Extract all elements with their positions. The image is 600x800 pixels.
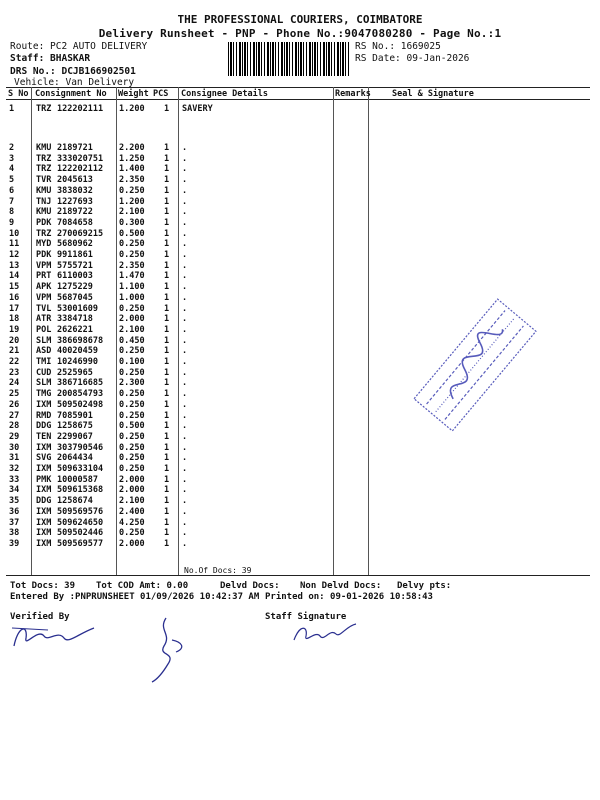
- cell-details: .: [182, 185, 188, 196]
- cell-weight: 2.400: [119, 506, 145, 517]
- cell-num: 509569576: [57, 506, 104, 517]
- cell-pcs: 1: [164, 143, 170, 153]
- cell-details: .: [182, 410, 188, 421]
- cell-details: .: [182, 250, 188, 260]
- cell-num: 509624650: [57, 517, 104, 528]
- cell-pcs: 1: [164, 250, 170, 260]
- cell-num: 1275229: [57, 282, 93, 293]
- cell-code: IXM: [36, 506, 52, 517]
- table-row: [0, 229, 600, 239]
- cell-code: IXM: [36, 464, 52, 474]
- cell-sno: 21: [9, 346, 20, 357]
- cell-details: .: [182, 314, 188, 325]
- cell-pcs: 1: [164, 271, 170, 282]
- cell-pcs: 1: [164, 506, 170, 517]
- cell-sno: 33: [9, 474, 20, 485]
- cell-num: 5755721: [57, 260, 93, 271]
- cell-num: 10246990: [57, 357, 98, 367]
- cell-details: .: [182, 442, 188, 453]
- cell-num: 122202111: [57, 104, 104, 114]
- cell-details: .: [182, 389, 188, 400]
- table-row: [0, 496, 600, 506]
- cell-sno: 18: [9, 314, 20, 325]
- table-row: [0, 143, 600, 153]
- cell-num: 509569577: [57, 538, 104, 549]
- second-signature: [142, 612, 192, 684]
- cell-details: .: [182, 271, 188, 282]
- cell-num: 1258675: [57, 421, 93, 432]
- cell-sno: 27: [9, 410, 20, 421]
- rs-no-label: RS No.: 1669025: [355, 41, 441, 52]
- drs-label: DRS No.: DCJB166902501: [10, 66, 136, 77]
- cell-details: .: [182, 239, 188, 250]
- runsheet-title: Delivery Runsheet - PNP - Phone No.:9047080280 - Page No.:1: [98, 27, 502, 40]
- cell-details: .: [182, 217, 188, 228]
- table-row: [0, 475, 600, 485]
- tot-docs: Tot Docs: 39: [10, 581, 76, 591]
- tot-cod-amt: Tot COD Amt: 0.00: [96, 581, 189, 591]
- entered-by: Entered By :PNPRUNSHEET 01/09/2026 10:42:37 AM: [10, 592, 260, 602]
- cell-num: 5687045: [57, 292, 93, 303]
- cell-num: 2189722: [57, 207, 93, 218]
- cell-details: .: [182, 346, 188, 357]
- cell-details: .: [182, 538, 188, 549]
- cell-sno: 14: [9, 271, 20, 282]
- cell-code: TMI: [36, 357, 52, 367]
- cell-code: KMU: [36, 143, 52, 153]
- cell-weight: 1.200: [119, 196, 145, 207]
- cell-num: 2626221: [57, 324, 93, 335]
- cell-num: 2189721: [57, 143, 93, 153]
- cell-sno: 11: [9, 239, 20, 250]
- cell-sno: 29: [9, 431, 20, 442]
- cell-pcs: 1: [164, 196, 170, 207]
- cell-num: 2525965: [57, 367, 93, 378]
- cell-code: TMG: [36, 389, 52, 400]
- cell-weight: 0.250: [119, 464, 145, 474]
- cell-sno: 34: [9, 485, 20, 496]
- cell-sno: 37: [9, 517, 20, 528]
- cell-sno: 13: [9, 260, 20, 271]
- table-row: [0, 453, 600, 463]
- cell-pcs: 1: [164, 303, 170, 314]
- cell-sno: 19: [9, 324, 20, 335]
- cell-pcs: 1: [164, 474, 170, 485]
- cell-code: VPM: [36, 292, 52, 303]
- table-row: [0, 250, 600, 260]
- cell-sno: 7: [9, 196, 15, 207]
- cell-sno: 39: [9, 538, 20, 549]
- cell-pcs: 1: [164, 421, 170, 432]
- cell-pcs: 1: [164, 496, 170, 507]
- cell-details: .: [182, 496, 188, 507]
- delvd-docs: Delvd Docs:: [220, 581, 280, 591]
- cell-sno: 16: [9, 292, 20, 303]
- cell-weight: 2.100: [119, 496, 145, 507]
- cell-num: 509502498: [57, 399, 104, 410]
- cell-num: 303790546: [57, 442, 104, 453]
- cell-code: KMU: [36, 185, 52, 196]
- cell-num: 3384718: [57, 314, 93, 325]
- cell-code: VPM: [36, 260, 52, 271]
- cell-sno: 26: [9, 399, 20, 410]
- cell-weight: 0.250: [119, 399, 145, 410]
- cell-code: PDK: [36, 217, 52, 228]
- rs-date-label: RS Date: 09-Jan-2026: [355, 53, 470, 64]
- cell-weight: 2.000: [119, 538, 145, 549]
- table-row: [0, 271, 600, 281]
- cell-num: 9911861: [57, 250, 93, 260]
- cell-code: KMU: [36, 207, 52, 218]
- cell-pcs: 1: [164, 324, 170, 335]
- cell-details: .: [182, 260, 188, 271]
- cell-sno: 35: [9, 496, 20, 507]
- cell-num: 2064434: [57, 453, 93, 464]
- no-of-docs: No.Of Docs: 39: [184, 566, 252, 575]
- cell-num: 7084658: [57, 217, 93, 228]
- cell-num: 386716685: [57, 378, 104, 389]
- cell-weight: 0.300: [119, 217, 145, 228]
- cell-pcs: 1: [164, 357, 170, 367]
- cell-code: DDG: [36, 496, 52, 507]
- cell-weight: 0.500: [119, 228, 145, 239]
- cell-weight: 2.350: [119, 260, 145, 271]
- cell-weight: 0.250: [119, 239, 145, 250]
- cell-pcs: 1: [164, 378, 170, 389]
- cell-weight: 1.250: [119, 153, 145, 164]
- cell-code: TEN: [36, 431, 52, 442]
- table-row: [0, 175, 600, 185]
- cell-num: 270069215: [57, 228, 104, 239]
- cell-weight: 1.470: [119, 271, 145, 282]
- cell-details: .: [182, 431, 188, 442]
- barcode-image: [228, 42, 350, 76]
- cell-weight: 2.100: [119, 207, 145, 218]
- verifier-signature: [8, 618, 98, 652]
- cell-pcs: 1: [164, 367, 170, 378]
- cell-code: SLM: [36, 378, 52, 389]
- cell-details: .: [182, 164, 188, 175]
- cell-num: 5680962: [57, 239, 93, 250]
- cell-weight: 0.250: [119, 528, 145, 539]
- cell-sno: 20: [9, 335, 20, 346]
- cell-sno: 12: [9, 250, 20, 260]
- cell-weight: 1.400: [119, 164, 145, 175]
- cell-pcs: 1: [164, 346, 170, 357]
- cell-code: TVL: [36, 303, 52, 314]
- table-row: [0, 539, 600, 549]
- cell-sno: 2: [9, 143, 15, 153]
- cell-sno: 24: [9, 378, 20, 389]
- cell-code: MYD: [36, 239, 52, 250]
- cell-pcs: 1: [164, 217, 170, 228]
- cell-sno: 17: [9, 303, 20, 314]
- table-row: [0, 104, 600, 114]
- col-pcs: PCS: [153, 89, 169, 99]
- cell-pcs: 1: [164, 207, 170, 218]
- cell-sno: 3: [9, 153, 15, 164]
- cell-pcs: 1: [164, 538, 170, 549]
- cell-sno: 8: [9, 207, 15, 218]
- cell-code: IXM: [36, 399, 52, 410]
- cell-pcs: 1: [164, 485, 170, 496]
- cell-num: 200854793: [57, 389, 104, 400]
- col-consignee: Consignee Details: [181, 89, 268, 99]
- staff-signature: [290, 618, 360, 646]
- cell-pcs: 1: [164, 153, 170, 164]
- printed-on: Printed on: 09-01-2026 10:58:43: [265, 592, 433, 602]
- cell-details: .: [182, 324, 188, 335]
- col-sno: S No: [8, 89, 29, 99]
- cell-pcs: 1: [164, 431, 170, 442]
- cell-sno: 5: [9, 175, 15, 186]
- col-remarks: Remarks: [335, 89, 371, 99]
- cell-code: PDK: [36, 250, 52, 260]
- table-row: [0, 186, 600, 196]
- cell-num: 386698678: [57, 335, 104, 346]
- cell-weight: 0.450: [119, 335, 145, 346]
- cell-pcs: 1: [164, 335, 170, 346]
- cell-details: .: [182, 453, 188, 464]
- cell-code: PMK: [36, 474, 52, 485]
- cell-num: 2299067: [57, 431, 93, 442]
- cell-num: 7085901: [57, 410, 93, 421]
- cell-pcs: 1: [164, 239, 170, 250]
- cell-sno: 1: [9, 104, 15, 114]
- cell-weight: 0.250: [119, 410, 145, 421]
- cell-code: TNJ: [36, 196, 52, 207]
- cell-weight: 1.200: [119, 104, 145, 114]
- cell-weight: 2.350: [119, 175, 145, 186]
- cell-sno: 22: [9, 357, 20, 367]
- cell-details: .: [182, 303, 188, 314]
- cell-pcs: 1: [164, 389, 170, 400]
- cell-details: .: [182, 421, 188, 432]
- col-seal-signature: Seal & Signature: [392, 89, 474, 99]
- cell-details: .: [182, 485, 188, 496]
- cell-num: 53001609: [57, 303, 98, 314]
- cell-pcs: 1: [164, 282, 170, 293]
- cell-code: IXM: [36, 517, 52, 528]
- cell-details: .: [182, 196, 188, 207]
- cell-sno: 36: [9, 506, 20, 517]
- cell-details: .: [182, 464, 188, 474]
- cell-weight: 2.200: [119, 143, 145, 153]
- cell-pcs: 1: [164, 528, 170, 539]
- cell-code: DDG: [36, 421, 52, 432]
- cell-details: .: [182, 143, 188, 153]
- table-row: [0, 154, 600, 164]
- cell-sno: 9: [9, 217, 15, 228]
- cell-weight: 2.000: [119, 485, 145, 496]
- cell-details: .: [182, 335, 188, 346]
- cell-code: SVG: [36, 453, 52, 464]
- table-row: [0, 207, 600, 217]
- cell-sno: 4: [9, 164, 15, 175]
- cell-details: .: [182, 474, 188, 485]
- table-row: [0, 239, 600, 249]
- cell-weight: 0.250: [119, 367, 145, 378]
- table-row: [0, 518, 600, 528]
- cell-details: .: [182, 378, 188, 389]
- cell-weight: 0.250: [119, 303, 145, 314]
- cell-num: 10000587: [57, 474, 98, 485]
- cell-weight: 0.250: [119, 453, 145, 464]
- route-label: Route: PC2 AUTO DELIVERY: [10, 41, 148, 52]
- cell-details: .: [182, 517, 188, 528]
- cell-details: .: [182, 399, 188, 410]
- cell-details: .: [182, 357, 188, 367]
- cell-weight: 4.250: [119, 517, 145, 528]
- cell-code: CUD: [36, 367, 52, 378]
- cell-weight: 2.300: [119, 378, 145, 389]
- cell-sno: 10: [9, 228, 20, 239]
- delvy-pts: Delvy pts:: [397, 581, 452, 591]
- table-row: [0, 218, 600, 228]
- cell-num: 2045613: [57, 175, 93, 186]
- cell-weight: 2.000: [119, 474, 145, 485]
- cell-details: .: [182, 506, 188, 517]
- cell-num: 40020459: [57, 346, 98, 357]
- cell-code: IXM: [36, 538, 52, 549]
- staff-label: Staff: BHASKAR: [10, 53, 91, 64]
- cell-sno: 30: [9, 442, 20, 453]
- cell-weight: 0.250: [119, 431, 145, 442]
- vehicle-label: Vehicle: Van Delivery: [14, 77, 135, 88]
- table-row: [0, 485, 600, 495]
- verified-by-label: Verified By: [10, 612, 70, 622]
- cell-pcs: 1: [164, 175, 170, 186]
- cell-weight: 0.250: [119, 250, 145, 260]
- table-row: [0, 507, 600, 517]
- cell-sno: 32: [9, 464, 20, 474]
- company-stamp: [400, 285, 550, 445]
- cell-sno: 6: [9, 185, 15, 196]
- cell-details: .: [182, 228, 188, 239]
- cell-code: ATR: [36, 314, 52, 325]
- table-row: [0, 164, 600, 174]
- cell-num: 509615368: [57, 485, 104, 496]
- cell-weight: 0.100: [119, 357, 145, 367]
- col-consignment: Consignment No: [35, 89, 107, 99]
- cell-pcs: 1: [164, 517, 170, 528]
- cell-code: TRZ: [36, 153, 52, 164]
- cell-details: .: [182, 153, 188, 164]
- cell-pcs: 1: [164, 260, 170, 271]
- cell-code: IXM: [36, 528, 52, 539]
- cell-num: 1258674: [57, 496, 93, 507]
- cell-pcs: 1: [164, 164, 170, 175]
- cell-weight: 0.250: [119, 389, 145, 400]
- cell-sno: 38: [9, 528, 20, 539]
- cell-pcs: 1: [164, 464, 170, 474]
- cell-weight: 0.250: [119, 346, 145, 357]
- cell-code: SLM: [36, 335, 52, 346]
- cell-pcs: 1: [164, 104, 170, 114]
- cell-num: 509633104: [57, 464, 104, 474]
- table-row: [0, 197, 600, 207]
- cell-sno: 25: [9, 389, 20, 400]
- cell-code: IXM: [36, 442, 52, 453]
- cell-details: .: [182, 367, 188, 378]
- cell-code: TVR: [36, 175, 52, 186]
- staff-signature-label: Staff Signature: [265, 612, 347, 622]
- cell-code: IXM: [36, 485, 52, 496]
- cell-sno: 15: [9, 282, 20, 293]
- cell-num: 3838032: [57, 185, 93, 196]
- cell-details: .: [182, 175, 188, 186]
- col-weight: Weight: [118, 89, 149, 99]
- cell-weight: 1.000: [119, 292, 145, 303]
- company-name: THE PROFESSIONAL COURIERS, COIMBATORE: [177, 13, 423, 26]
- cell-num: 509502446: [57, 528, 104, 539]
- cell-pcs: 1: [164, 410, 170, 421]
- cell-weight: 0.250: [119, 185, 145, 196]
- cell-sno: 23: [9, 367, 20, 378]
- cell-num: 333020751: [57, 153, 104, 164]
- cell-details: SAVERY: [182, 104, 213, 114]
- cell-num: 6110003: [57, 271, 93, 282]
- cell-num: 1227693: [57, 196, 93, 207]
- cell-pcs: 1: [164, 185, 170, 196]
- cell-details: .: [182, 292, 188, 303]
- cell-weight: 1.100: [119, 282, 145, 293]
- table-row: [0, 528, 600, 538]
- cell-pcs: 1: [164, 314, 170, 325]
- cell-code: ASD: [36, 346, 52, 357]
- cell-code: TRZ: [36, 164, 52, 175]
- cell-weight: 2.100: [119, 324, 145, 335]
- cell-code: PRT: [36, 271, 52, 282]
- cell-details: .: [182, 207, 188, 218]
- cell-details: .: [182, 528, 188, 539]
- cell-code: TRZ: [36, 104, 52, 114]
- cell-sno: 28: [9, 421, 20, 432]
- cell-pcs: 1: [164, 292, 170, 303]
- cell-weight: 2.000: [119, 314, 145, 325]
- non-delvd-docs: Non Delvd Docs:: [300, 581, 382, 591]
- cell-code: APK: [36, 282, 52, 293]
- cell-weight: 0.500: [119, 421, 145, 432]
- cell-details: .: [182, 282, 188, 293]
- cell-code: TRZ: [36, 228, 52, 239]
- cell-pcs: 1: [164, 442, 170, 453]
- cell-pcs: 1: [164, 453, 170, 464]
- cell-pcs: 1: [164, 399, 170, 410]
- table-row: [0, 464, 600, 474]
- cell-weight: 0.250: [119, 442, 145, 453]
- cell-num: 122202112: [57, 164, 104, 175]
- table-row: [0, 261, 600, 271]
- cell-code: POL: [36, 324, 52, 335]
- cell-code: RMD: [36, 410, 52, 421]
- cell-sno: 31: [9, 453, 20, 464]
- cell-pcs: 1: [164, 228, 170, 239]
